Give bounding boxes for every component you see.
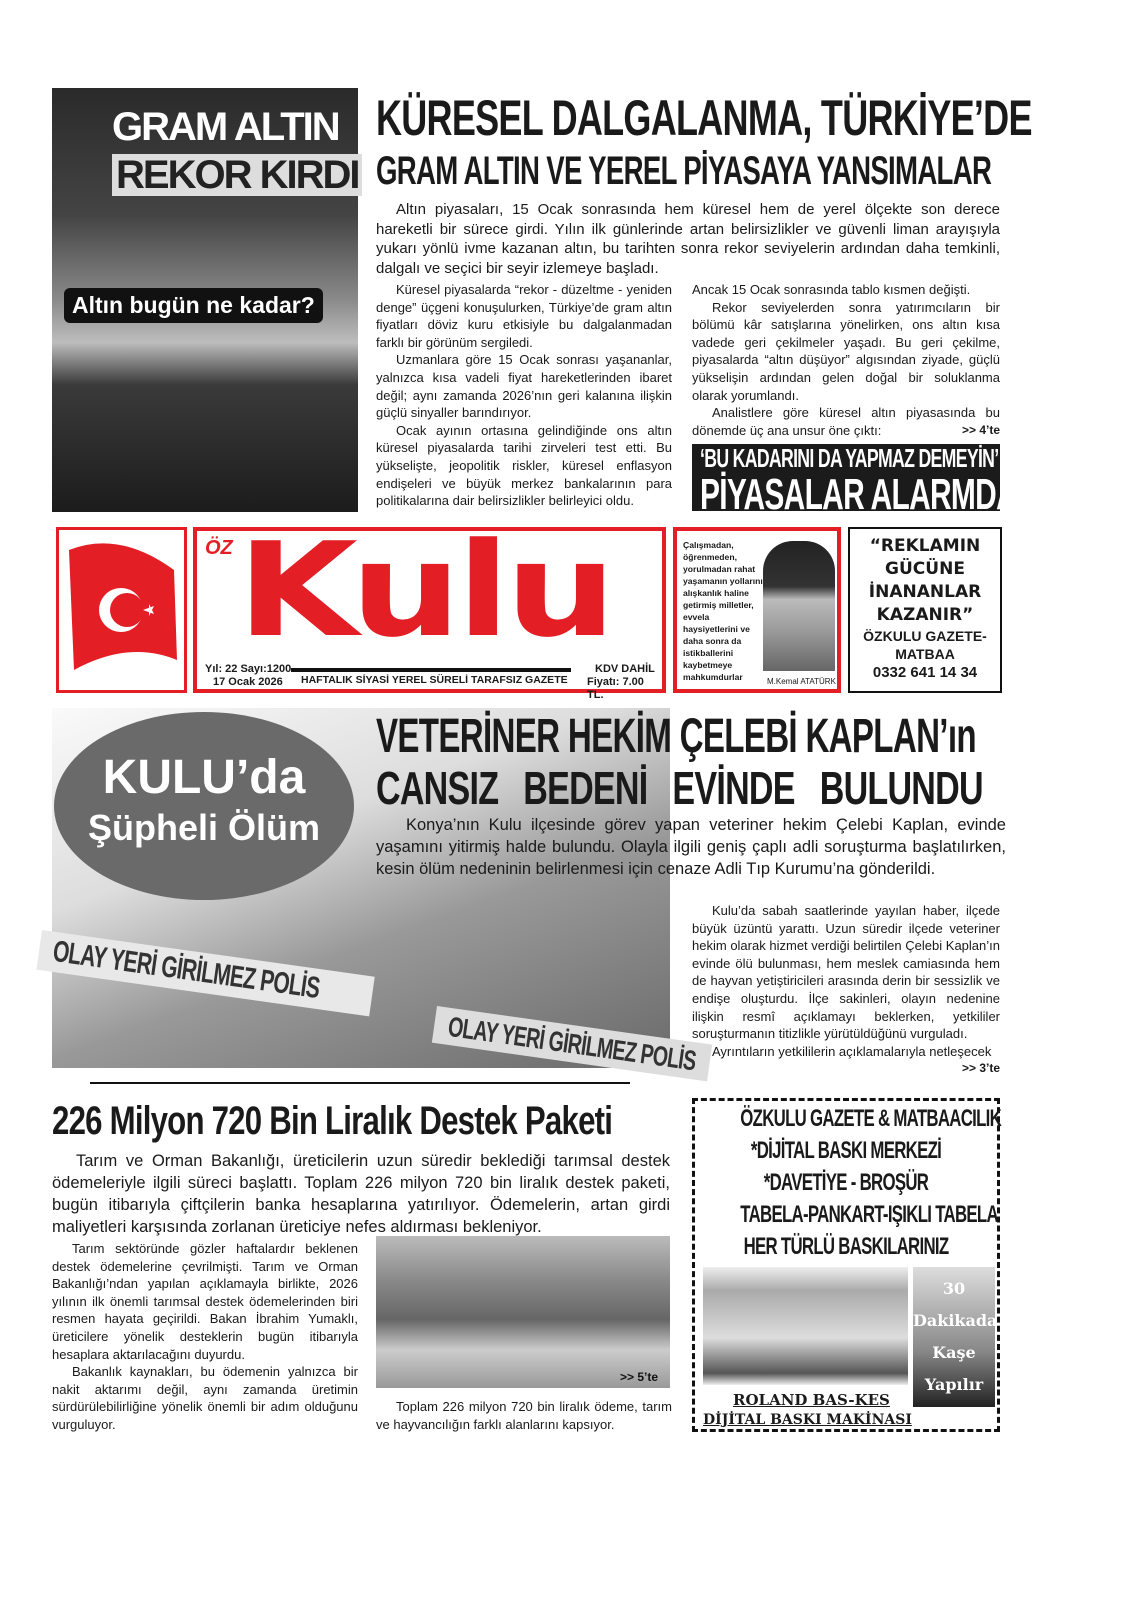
- divider: [291, 668, 571, 672]
- phone: 0332 641 14 34: [872, 664, 978, 681]
- article-column: Ancak 15 Ocak sonrasında tablo kısmen değişti. Rekor seviyelerden sonra yatırımcıların bir bölümü kâr satışlarına yönelirken, ons altın kısa vadede geri çekilmeler yaşadı. Bu geri çekilme, piyasalarda “altın düşüyor” algısından ziyade, güçlü yükselişin ardından gelen doğal bir soluklanma olarak yorumlandı. Analistlere göre küresel altın piyasasında bu dönemde üç ana unsur öne çıktı: >> 4’te: [692, 282, 1000, 438]
- subheadline: GRAM ALTIN VE YEREL PİYASAYA YANSIMALAR: [376, 149, 992, 193]
- stamp-machine-image: 30 Dakikada Kaşe Yapılır: [913, 1267, 995, 1407]
- article-column: Küresel piyasalarda “rekor - düzeltme - yeniden denge” üçgeni konuşulurken, Türkiye’de gram altın fiyatları döviz kuru etkisiyle bu dalgalanmadan farklı bir görünüm sergiledi. Uzmanlara göre 15 Ocak sonrası yaşananlar, yalnızca kısa vadeli fiyat hareketlerinden ibaret değil; aynı zamanda 2026’nın geri kalanına ilişkin güçlü sinyaller barındırıyor. Ocak ayının ortasına gelindiğinde ons altın küresel piyasalarda tarihi zirveleri test etti. Bu yükselişte, jeopolitik riskler, küresel enflasyon endişeleri ve büyük merkez bankalarının para politikalarına dair belirsizlikler belirleyici oldu.: [376, 282, 672, 509]
- headline: VETERİNER HEKİM ÇELEBİ KAPLAN’ın: [376, 710, 976, 763]
- quote: Çalışmadan, öğrenmeden, yorulmadan rahat yaşamanın yollarını alışkanlık haline getirmiş milletler, evvela haysiyetlerini ve daha sonra da istikballerini kaybetmeye mahkumdurlar: [683, 540, 763, 682]
- lead-paragraph: Altın piyasaları, 15 Ocak sonrasında hem küresel hem de yerel ölçekte son derece hareketli bir sürece girdi. Yılın ilk günlerinde artan belirsizlikler ve güvenli liman arayışıyla yukarı yönlü ivme kazanan altın, bu tarihten sonra rekor seviyelerin ardından daha temkinli, dalgalı ve seçici bir seyir izlemeye başladı.: [376, 201, 1000, 277]
- headline: CANSIZ BEDENİ EVİNDE BULUNDU: [376, 762, 983, 814]
- article-column: Tarım sektöründe gözler haftalardır beklenen destek ödemelerine çevrilmişti. Tarım ve Orman Bakanlığı’ndan yapılan açıklamayla birlikte, 2026 yılının ilk önemli tarımsal destek ödemelerinden biri resmen hayata geçirildi. Bakan İbrahim Yumaklı, üreticilere yönelik desteklerin bugün itibarıyla hesaplara aktarılacağını duyurdu. Bakanlık kaynakları, bu ödemenin yalnızca bir nakit aktarımı değil, aynı zamanda üretimin sürdürülebilirliğine yönelik önemli bir adım olduğunu vurguluyor.: [52, 1241, 358, 1432]
- headline: 226 Milyon 720 Bin Liralık Destek Paketi: [52, 1099, 613, 1143]
- lead-paragraph: Konya’nın Kulu ilçesinde görev yapan veteriner hekim Çelebi Kaplan, evinde yaşamını yitirmiş halde bulundu. Olayla ilgili geniş çaplı adli soruşturma başlatılırken, kesin ölüm nedeninin belirlenmesi için cenaze Adli Tıp Kurumu’na gönderildi.: [376, 816, 1006, 878]
- logo: Kulu: [237, 514, 612, 666]
- vat: KDV DAHİL: [595, 663, 655, 675]
- continued-link[interactable]: >> 3’te: [961, 1061, 1000, 1076]
- masthead-logo-box: [193, 514, 666, 701]
- ad-box: “REKLAMIN GÜCÜNE İNANANLAR KAZANIR” ÖZKULU GAZETE- MATBAA 0332 641 14 34: [848, 527, 1002, 693]
- issue-number: Yıl: 22 Sayı:1200: [205, 663, 292, 675]
- turkish-flag-icon: [59, 530, 184, 690]
- image-title: REKOR KIRDI: [112, 154, 362, 196]
- print-shop-ad: ÖZKULU GAZETE & MATBAACILIK *DİJİTAL BASKI MERKEZİ *DAVETİYE - BROŞÜR TABELA-PANKART-IŞIKLI TABELA HER TÜRLÜ BASKILARINIZ 30 Dakikada Kaşe Yapılır ROLAND BAS-KES DİJİTAL BASKI MAKİNASI: [692, 1098, 1000, 1432]
- continued-link[interactable]: >> 5’te: [620, 1370, 659, 1384]
- image-title: GRAM ALTIN: [112, 105, 339, 149]
- continued-link[interactable]: >> 4’te: [961, 422, 1000, 437]
- ataturk-quote-box: [673, 527, 841, 693]
- article-column: Kulu’da sabah saatlerinde yayılan haber, ilçede büyük üzüntü yarattı. Uzun süredir ilçede veteriner hekim olarak hizmet verdiği belirtilen Çelebi Kaplan’ın evinde ölü bulunması, hem meslek camiasında hem de hayvan yetiştiricileri arasında derin bir sessizlik ve endişe oluşturdu. İlçe sakinleri, olayın nedenine ilişkin resmî açıklamayı beklerken, yetkililer soruşturmanın titizlikle yürütüldüğünü vurguladı. Ayrıntıların yetkililerin açıklamalarıyla netleşecek >> 3’te: [692, 902, 1000, 1078]
- lead-paragraph: Tarım ve Orman Bakanlığı, üreticilerin uzun süredir beklediği tarımsal destek ödemeleriyle ilgili süreci başlattı. Toplam 226 milyon 720 bin liralık destek paketi, bugün itibarıyla çiftçilerin banka hesaplarına yatırılıyor. Ödemelerin, artan girdi maliyetleri karşısında zorlanan üreticiye nefes aldırması bekleniyor.: [52, 1152, 670, 1236]
- image-caption: Altın bugün ne kadar?: [64, 288, 323, 323]
- police-tape: OLAY YERİ GİRİLMEZ POLİS: [432, 1006, 712, 1082]
- image-caption: Toplam 226 milyon 720 bin liralık ödeme, tarım ve hayvancılığın farklı alanlarını kapsıyor.: [376, 1399, 672, 1432]
- ataturk-portrait: [763, 541, 835, 671]
- divider: [90, 1082, 630, 1084]
- headline: KÜRESEL DALGALANMA, TÜRKİYE’DE: [376, 90, 1032, 146]
- banner: ‘BU KADARINI DA YAPMAZ DEMEYİN’ PİYASALAR ALARMDA: [692, 444, 1000, 511]
- headline-oval: KULU’da Şüpheli Ölüm: [54, 712, 354, 900]
- logo-prefix: ÖZ: [205, 537, 233, 559]
- flag-box: [56, 527, 187, 693]
- quote-author: M.Kemal ATATÜRK: [767, 677, 836, 686]
- tagline: HAFTALIK SİYASİ YEREL SÜRELİ TARAFSIZ GAZETE: [301, 674, 568, 686]
- gold-image: [52, 88, 358, 512]
- price: Fiyatı: 7.00 TL.: [587, 676, 644, 701]
- money-field-image: [376, 1236, 670, 1388]
- issue-date: 17 Ocak 2026: [213, 676, 283, 688]
- printer-image: [703, 1267, 908, 1385]
- police-tape: OLAY YERİ GİRİLMEZ POLİS: [37, 930, 375, 1016]
